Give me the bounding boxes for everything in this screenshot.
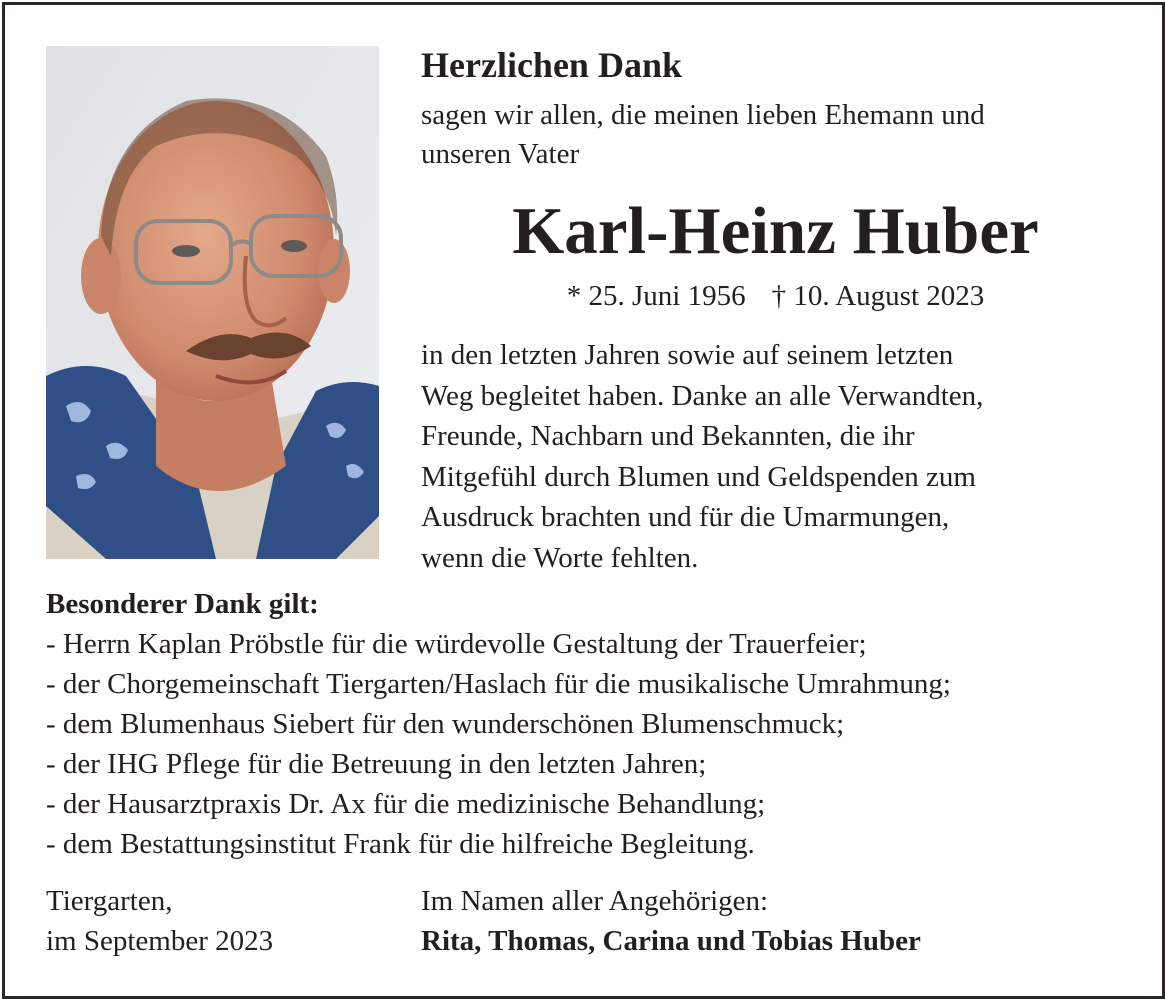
special-thanks-list bbox=[46, 624, 951, 864]
intro-line: unseren Vater bbox=[421, 138, 580, 170]
body-line: Weg begleitet haben. Danke an alle Verwandten, bbox=[421, 379, 984, 412]
date-line: im September 2023 bbox=[46, 925, 274, 957]
place-line: Tiergarten, bbox=[46, 885, 173, 917]
list-item: - der Chorgemeinschaft Tiergarten/Haslach für die musikalische Umrahmung; bbox=[46, 668, 951, 700]
list-item: - der IHG Pflege für die Betreuung in den letzten Jahren; bbox=[46, 748, 707, 780]
birth-date: * 25. Juni 1956 bbox=[566, 280, 746, 312]
obituary-frame bbox=[2, 2, 1165, 999]
list-item: - Herrn Kaplan Pröbstle für die würdevolle Gestaltung der Trauerfeier; bbox=[46, 628, 867, 660]
signature-intro: Im Namen aller Angehörigen: bbox=[421, 885, 769, 917]
signature-block bbox=[421, 881, 921, 961]
intro-line: sagen wir allen, die meinen lieben Ehemann und bbox=[421, 99, 985, 131]
signature-names: Rita, Thomas, Carina und Tobias Huber bbox=[421, 925, 921, 957]
list-item: - dem Bestattungsinstitut Frank für die hilfreiche Begleitung. bbox=[46, 828, 755, 860]
body-line: Ausdruck brachten und für die Umarmungen, bbox=[421, 501, 950, 533]
thanks-heading: Herzlichen Dank bbox=[421, 45, 682, 85]
portrait-photo bbox=[46, 46, 379, 559]
death-date: † 10. August 2023 bbox=[771, 280, 985, 312]
thanks-body bbox=[421, 335, 983, 578]
body-line: wenn die Worte fehlten. bbox=[421, 541, 699, 574]
body-line: Freunde, Nachbarn und Bekannten, die ihr bbox=[421, 420, 915, 452]
special-thanks-title: Besonderer Dank gilt: bbox=[46, 588, 319, 620]
body-line: Mitgefühl durch Blumen und Geldspenden zum bbox=[421, 460, 976, 493]
list-item: - der Hausarztpraxis Dr. Ax für die medizinische Behandlung; bbox=[46, 788, 766, 820]
body-line: in den letzten Jahren sowie auf seinem letzten bbox=[421, 339, 954, 371]
place-and-date bbox=[46, 881, 273, 961]
life-dates bbox=[421, 277, 1130, 315]
list-item: - dem Blumenhaus Siebert für den wunderschönen Blumenschmuck; bbox=[46, 708, 845, 740]
intro-text bbox=[421, 96, 1121, 174]
deceased-name: Karl-Heinz Huber bbox=[512, 194, 1039, 268]
